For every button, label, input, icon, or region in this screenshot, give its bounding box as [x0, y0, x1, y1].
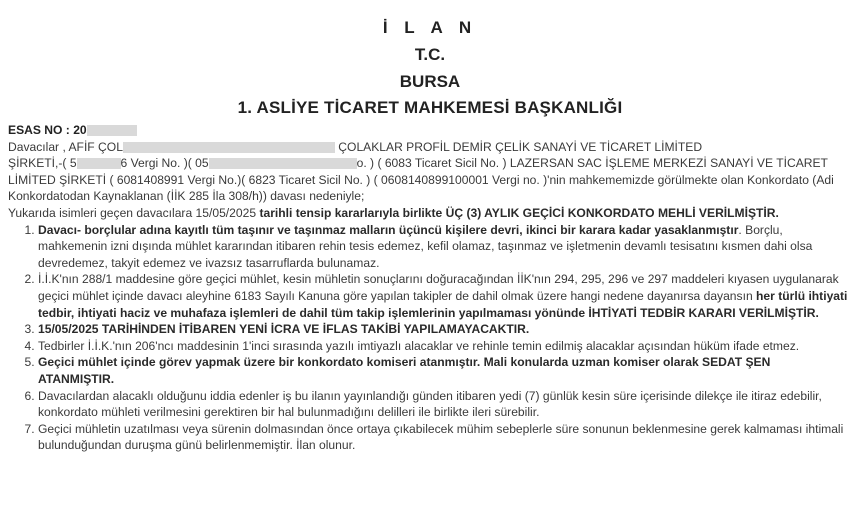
decision-item-4 [38, 338, 848, 355]
parties-paragraph [8, 139, 848, 205]
republic-heading: T.C. [414, 45, 446, 64]
esas-label: ESAS NO : [8, 123, 70, 137]
city-heading: BURSA [399, 72, 461, 91]
notice-body [8, 122, 848, 454]
parties-davacilar: Davacılar , AFİF ÇOL [8, 139, 123, 154]
esas-line [8, 122, 848, 139]
intro-bold: tarihli tensip kararlarıyla birlikte ÜÇ (3) AYLIK GEÇİCİ KONKORDATO MEHLİ VERİLMİŞTİR. [259, 205, 779, 220]
redaction-mark [123, 142, 335, 153]
notice-heading: İ L A N [382, 18, 478, 37]
item-7-text: Geçici mühletin uzatılması veya sürenin dolmasından önce ortaya çıkabilecek mühim sebeplerle süre sonunun beklenmesine gerek kalmaması ihtimali bulunduğundan duruşma günü belirlenmemiştir. İlan olunur. [38, 421, 844, 453]
parties-company-3: LİMİTED ŞİRKETİ ( 6081408991 Vergi No.)( 6823 Ticaret Sicil No. ) ( 0608140899100001 Vergi no. )'nin mahkememizde görülmekte olan Konkordato (Adi Konkordatodan Kaynaklanan (İİK 285 İla 308/h)) davası nedeniyle; [8, 172, 834, 204]
item-1-bold: Davacı- borçlular adına kayıtlı tüm taşınır ve taşınmaz malların üçüncü kişilere devri, ikinci bir karara kadar yasaklanmıştır [38, 222, 739, 237]
item-1-text: . Borçlu, mahkemenin izni dışında mühlet kararından itibaren rehin tesis edemez, kefil olamaz, taşınmaz ve işletmenin devamlı tesisatını kısmen dahi olsa devredemez, takyit edemez ve ivazsız tasarruflarda bulunamaz. [38, 222, 813, 270]
item-3-bold: 15/05/2025 TARİHİNDEN İTİBAREN YENİ İCRA VE İFLAS TAKİBİ YAPILAMAYACAKTIR. [38, 322, 530, 337]
decision-item-6 [38, 388, 848, 421]
decision-item-1 [38, 222, 848, 272]
item-2-text: İ.İ.K'nın 288/1 maddesine göre geçici mühlet, kesin mühletin sonuçlarını doğuracağından İİK'nın 294, 295, 296 ve 297 maddeleri kıyasen uygulanarak geçici mühlet içinde davacı aleyhine 6183 Sayılı Kanuna göre yapılan takipler de dahil olmak üzere hangi nedene dayanırsa dayansın [38, 272, 839, 303]
item-5-bold: Geçici mühlet içinde görev yapmak üzere bir konkordato komiseri atanmıştır. Mali konularda uzman komiser olarak SEDAT ŞEN ATANMIŞTIR. [38, 355, 771, 386]
decision-item-5 [38, 354, 848, 387]
decision-item-2 [38, 271, 848, 321]
redaction-mark [209, 158, 357, 169]
parties-company-2b: 6 Vergi No. )( 05 [120, 156, 209, 171]
decision-list [8, 222, 848, 454]
redaction-mark [87, 125, 137, 136]
esas-value: 20 [73, 123, 87, 137]
redaction-mark [77, 158, 121, 169]
item-6-text: Davacılardan alacaklı olduğunu iddia edenler iş bu ilanın yayınlandığı günden itibaren yedi (7) günlük kesin süre içerisinde dilekçe ile itiraz edebilir, konkordato mühleti verilmesini gerektiren bir hal bulunmadığını delilleri ile birlikte ileri sürebilir. [38, 388, 822, 420]
decision-item-3 [38, 321, 848, 338]
item-2-bold: her türlü ihtiyati tedbir, ihtiyati haciz ve muhafaza işlemleri de dahil tüm takip işlemlerinin yapılmaması yönünde İHTİYATİ TEDBİR KARARI VERİLMİŞTİR. [38, 288, 848, 320]
parties-company-1: ÇOLAKLAR PROFİL DEMİR ÇELİK SANAYİ VE TİCARET LİMİTED [338, 139, 703, 154]
intro-plain: Yukarıda isimleri geçen davacılara 15/05/2025 [8, 205, 260, 220]
court-heading: 1. ASLİYE TİCARET MAHKEMESİ BAŞKANLIĞI [237, 98, 623, 117]
parties-company-2c: o. ) ( 6083 Ticaret Sicil No. ) LAZERSAN SAC İŞLEME MERKEZİ SANAYİ VE TİCARET [356, 156, 828, 171]
decision-item-7 [38, 421, 848, 454]
item-4-text: Tedbirler İ.İ.K.'nın 206'ncı maddesinin 1'inci sırasında yazılı imtiyazlı alacaklar ve rehinle temin edilmiş alacaklar açısından hüküm ifade etmez. [38, 338, 800, 353]
intro-paragraph [8, 205, 848, 222]
parties-company-2a: ŞİRKETİ,-( 5 [8, 156, 77, 171]
